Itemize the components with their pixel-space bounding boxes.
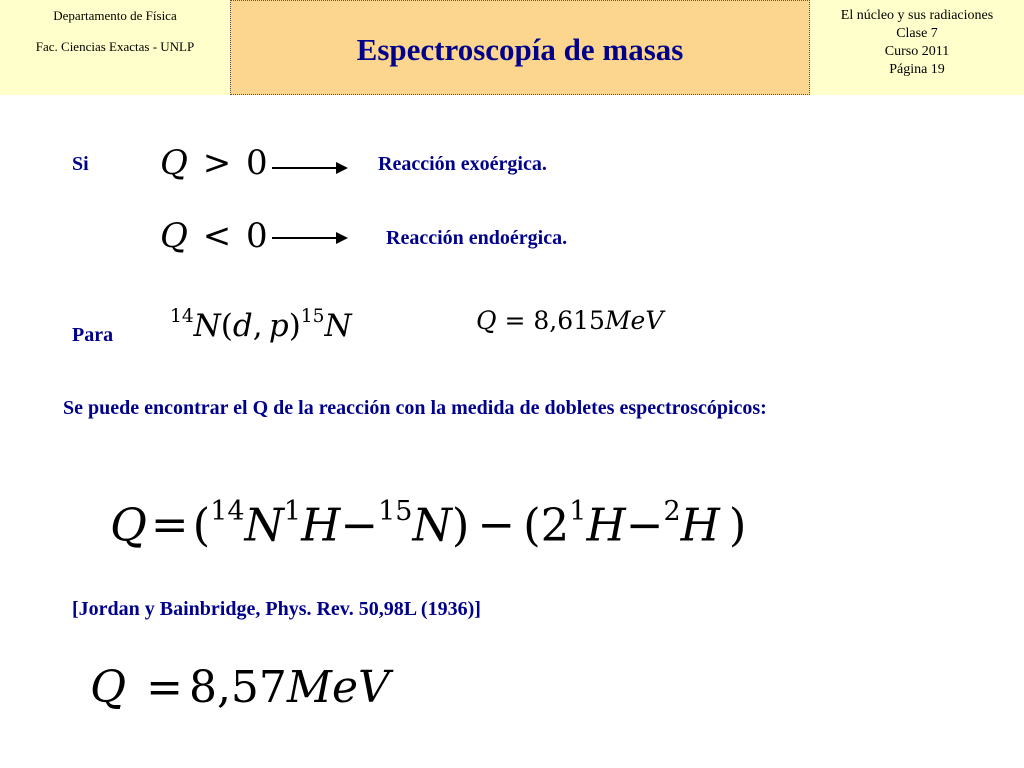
si-label: Si [72,153,89,175]
q-symbol: Q [160,143,188,183]
q-unit: MeV [604,306,664,335]
q-symbol: Q [476,306,497,335]
open-paren: ( [192,498,211,552]
mass-number-1: 1 [569,496,587,527]
product-mass-number: 15 [300,306,325,327]
q-symbol: Q [160,216,188,256]
page-number: Página 19 [889,62,945,77]
nitrogen-symbol: N [244,498,284,552]
q-value-equation [476,306,663,335]
nuclear-reaction [170,306,352,344]
minus-symbol: − [340,498,379,552]
coefficient: 2 [540,498,570,552]
comma: , [252,307,263,344]
equals-symbol: = [504,306,526,335]
header-left-box [0,0,230,95]
open-paren: ( [523,498,541,552]
target-nucleus: N [193,307,221,344]
endoergic-label: Reacción endoérgica. [386,227,568,249]
greater-than-symbol: > [202,143,232,183]
deuterium-symbol: H [680,498,720,552]
arrow-right-icon [272,237,346,239]
exoergic-label: Reacción exoérgica. [378,153,547,175]
department-label: Departamento de Física [53,8,177,23]
header-right-box [810,0,1024,95]
page-title: Espectroscopía de masas [356,31,684,67]
equals-symbol: = [150,498,189,552]
arrow-right-icon [272,167,346,169]
condition-positive [160,143,268,183]
reference-citation: [Jordan y Bainbridge, Phys. Rev. 50,98L (1936)] [72,598,481,620]
mass-number-2: 2 [663,496,681,527]
condition-negative [160,216,268,256]
course-name: El núcleo y sus radiaciones [840,8,994,23]
product-nucleus: N [324,307,352,344]
minus-symbol: − [625,498,664,552]
final-q-equation [90,662,390,713]
hydrogen-symbol: H [586,498,626,552]
minus-symbol: − [477,498,516,552]
description-paragraph: Se puede encontrar el Q de la reacción con la medida de dobletes espectroscópicos: [63,397,767,419]
zero-value: 0 [246,216,268,256]
final-q-unit: MeV [286,662,390,713]
nitrogen-symbol: N [412,498,452,552]
final-q-number: 8,57 [188,662,287,713]
less-than-symbol: < [202,216,232,256]
projectile: d [232,307,253,344]
mass-number-14: 14 [210,496,245,527]
close-paren: ) [288,307,301,344]
close-paren: ) [728,498,747,552]
header-title-box [230,0,810,95]
zero-value: 0 [246,143,268,183]
open-paren: ( [220,307,233,344]
course-year: Curso 2011 [884,44,950,59]
mass-number-1: 1 [283,496,302,527]
para-label: Para [72,324,114,346]
class-number: Clase 7 [896,26,938,41]
doublet-formula [110,496,746,551]
hydrogen-symbol: H [301,498,341,552]
close-paren: ) [451,498,470,552]
q-symbol: Q [110,498,147,552]
target-mass-number: 14 [170,306,194,327]
q-number: 8,615 [533,306,605,335]
mass-number-15: 15 [378,496,413,527]
ejectile: p [268,307,289,344]
faculty-label: Fac. Ciencias Exactas - UNLP [35,39,195,54]
q-symbol: Q [90,662,127,713]
equals-symbol: = [146,662,183,713]
